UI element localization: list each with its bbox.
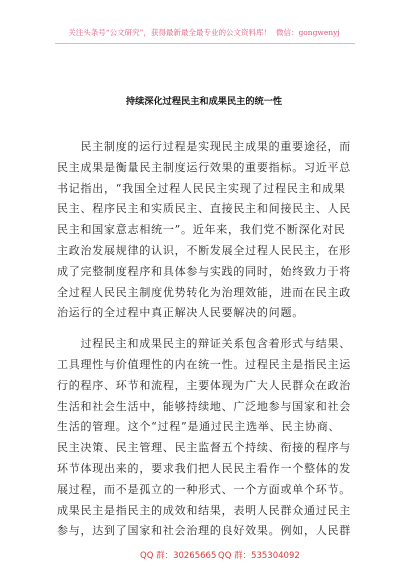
paragraph (57, 334, 353, 542)
footer-qq-group-1: QQ 群：30265665 (140, 551, 217, 561)
paragraph (57, 137, 353, 324)
header-wechat-id: 微信：gongwenyj (275, 28, 340, 37)
paragraph-line: 生活的管理。这个“过程”是通过民主选举、民主协商、 (57, 420, 341, 434)
paragraph-line: 治运行的全过程中真正解决人民要解决的问题。 (57, 306, 304, 320)
paragraph-line: 民主、程序民主和实质民主、直接民主和间接民主、人民 (57, 202, 351, 216)
header-notice (0, 28, 408, 38)
paragraph-line: 民主决策、民主管理、民主监督五个持续、衔接的程序与 (57, 441, 351, 455)
paragraph-line: 参与，达到了国家和社会治理的良好效果。例如，人民群 (57, 524, 351, 538)
paragraph-line: 民主制度的运行过程是实现民主成果的重要途径，而 (80, 140, 351, 153)
paragraph-line: 全过程人民民主制度优势转化为治理效能，进而在民主政 (57, 285, 351, 299)
document-body (57, 137, 353, 542)
paragraph-line: 行的程序、环节和流程，主要体现为广大人民群众在政治 (57, 378, 351, 392)
paragraph-line: 主政治发展规律的认识，不断发展全过程人民民主，在形 (57, 243, 351, 257)
paragraph-line: 民主成果是衡量民主制度运行效果的重要指标。习近平总 (57, 160, 351, 174)
paragraph-line: 展过程，而不是孤立的一种形式、一个方面或单个环节。 (57, 482, 351, 496)
header-rule (55, 43, 355, 44)
paragraph-line: 工具理性与价值理性的内在统一性。过程民主是指民主运 (57, 357, 351, 371)
paragraph-line: 成了完整制度程序和具体参与实践的同时，始终致力于将 (57, 264, 351, 278)
paragraph-line: 成果民主是指民主的成效和结果，表明人民群众通过民主 (57, 503, 351, 517)
paragraph-line: 过程民主和成果民主的辩证关系包含着形式与结果、 (80, 337, 351, 351)
footer-qq-group-2: QQ 群：535304092 (218, 551, 300, 561)
paragraph-line: 环节体现出来的，要求我们把人民民主看作一个整体的发 (57, 461, 351, 475)
paragraph-line: 民主和国家意志相统一”。近年来，我们党不断深化对民 (57, 223, 346, 237)
paragraph-line: 生活和社会生活中，能够持续地、广泛地参与国家和社会 (57, 399, 351, 413)
header-notice-text: 关注头条号“公文研究”，获得最新最全最专业的公文资料库！ (68, 28, 271, 37)
paragraph-line: 书记指出，“我国全过程人民民主实现了过程民主和成果 (57, 181, 346, 195)
document-title: 持续深化过程民主和成果民主的统一性 (125, 96, 283, 107)
